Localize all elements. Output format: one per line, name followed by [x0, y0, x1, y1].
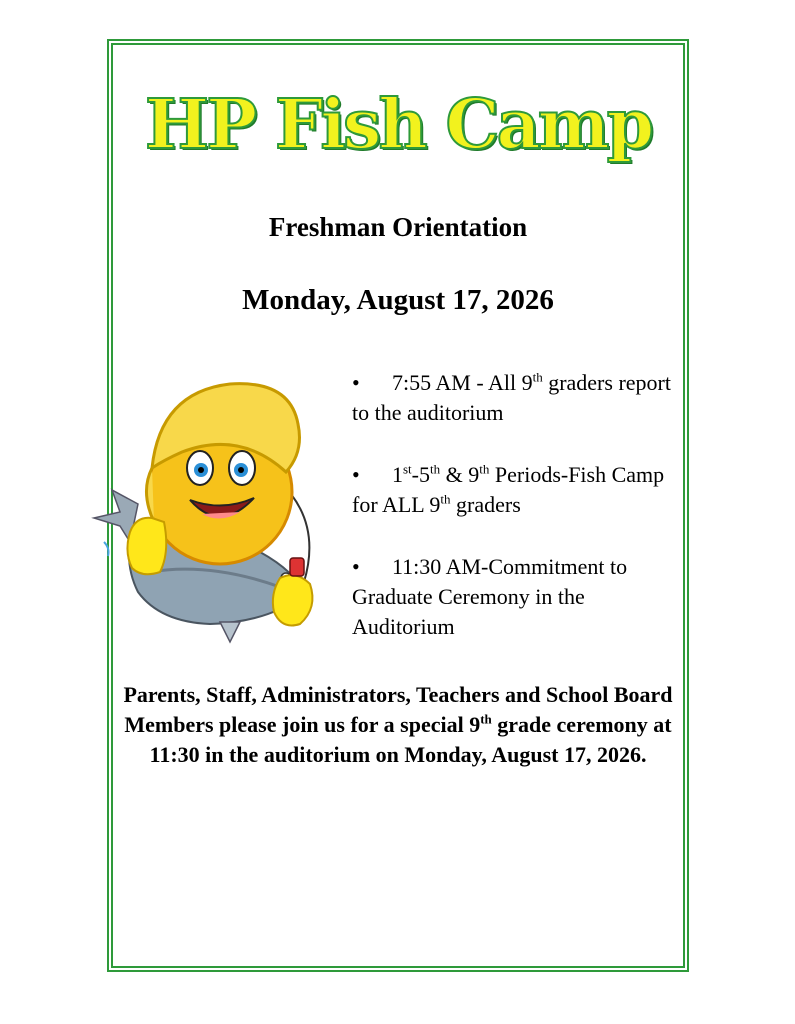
ordinal-suffix: th — [532, 369, 543, 385]
schedule-item-2-part: graders — [450, 492, 521, 517]
invitation-note-part2: grade ceremony at 11:30 in the auditorium on Monday, August 17, 2026. — [149, 712, 672, 767]
ordinal-suffix: th — [480, 711, 492, 727]
schedule-item-1-time: 7:55 AM - All 9 — [392, 370, 533, 395]
list-item — [352, 552, 682, 642]
schedule-list — [352, 368, 682, 674]
bullet-marker: • — [352, 370, 360, 395]
invitation-note — [107, 680, 689, 770]
schedule-item-2-part: & 9 — [440, 462, 480, 487]
list-item — [352, 460, 682, 520]
ordinal-suffix: th — [440, 491, 451, 507]
bullet-marker: • — [352, 554, 360, 579]
event-date: Monday, August 17, 2026 — [242, 284, 554, 316]
list-item — [352, 368, 682, 428]
schedule-item-2-part: Periods-Fish Camp for ALL 9 — [352, 462, 665, 517]
ordinal-suffix: th — [479, 461, 490, 477]
ordinal-suffix: st — [403, 461, 412, 477]
schedule-item-3-text: 11:30 AM-Commitment to Graduate Ceremony in the Auditorium — [352, 554, 628, 639]
smiley-fisherman-holding-fish-icon — [90, 372, 330, 658]
schedule-item-2-part: 1 — [392, 462, 403, 487]
flyer-title: HP Fish Camp — [144, 85, 652, 165]
schedule-item-1-text: graders report to the auditorium — [352, 370, 671, 425]
ordinal-suffix: th — [430, 461, 441, 477]
flyer-subtitle: Freshman Orientation — [268, 212, 528, 242]
bullet-marker: • — [352, 462, 360, 487]
invitation-note-part1: Parents, Staff, Administrators, Teachers and School Board Members please join us for a special 9 — [123, 682, 673, 737]
schedule-item-2-part: -5 — [411, 462, 430, 487]
